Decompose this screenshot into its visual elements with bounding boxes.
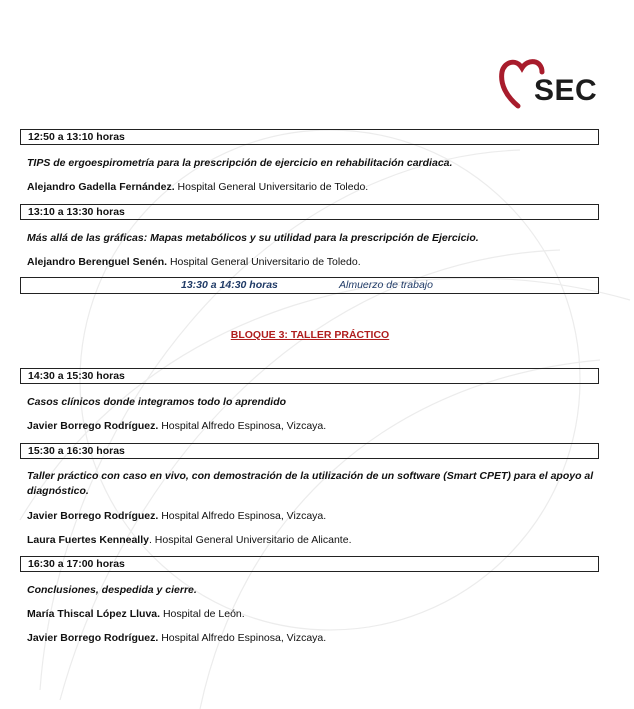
speaker-affiliation: Hospital de León. [160, 608, 245, 620]
session-time-header: 16:30 a 17:00 horas [20, 556, 599, 572]
session-time-header: 12:50 a 13:10 horas [20, 129, 599, 145]
block-title: BLOQUE 3: TALLER PRÁCTICO [230, 329, 390, 341]
speaker-affiliation: Hospital General Universitario de Toledo. [167, 256, 361, 268]
session-time-header: 13:10 a 13:30 horas [20, 204, 599, 220]
speaker-line [27, 509, 599, 524]
lunch-row [20, 277, 599, 294]
session-title: Taller práctico con caso en vivo, con demostración de la utilización de un software (Smart CPET) para el apoyo al diagnóstico. [27, 470, 594, 497]
speaker-affiliation: Hospital Alfredo Espinosa, Vizcaya. [158, 510, 327, 522]
speaker-name: Alejandro Gadella Fernández. [27, 181, 175, 193]
speaker-name: Javier Borrego Rodríguez. [27, 632, 159, 644]
session-time-header: 14:30 a 15:30 horas [20, 368, 599, 384]
sec-logo-text: SEC [534, 74, 598, 107]
speaker-line [27, 533, 599, 548]
speaker-affiliation: Hospital Alfredo Espinosa, Vizcaya. [158, 632, 327, 644]
session-title: Casos clínicos donde integramos todo lo aprendido [27, 396, 287, 408]
lunch-label: Almuerzo de trabajo [339, 279, 433, 291]
speaker-affiliation: . Hospital General Universitario de Alicante. [148, 534, 352, 546]
lunch-time: 13:30 a 14:30 horas [181, 279, 278, 291]
speaker-affiliation: Hospital General Universitario de Toledo. [174, 181, 369, 193]
session-time-header: 15:30 a 16:30 horas [20, 443, 599, 459]
speaker-affiliation: Hospital Alfredo Espinosa, Vizcaya. [158, 420, 327, 432]
speaker-line [27, 419, 599, 434]
session-title: Conclusiones, despedida y cierre. [27, 584, 197, 596]
speaker-line [27, 631, 599, 646]
speaker-line [27, 607, 599, 622]
session-title: Más allá de las gráficas: Mapas metabólicos y su utilidad para la prescripción de Ejercicio. [27, 232, 479, 244]
speaker-name: Laura Fuertes Kenneally [27, 534, 149, 546]
speaker-name: Javier Borrego Rodríguez. [27, 510, 159, 522]
speaker-line [27, 255, 599, 270]
session-title: TIPS de ergoespirometría para la prescripción de ejercicio en rehabilitación cardiaca. [27, 157, 453, 169]
speaker-name: Javier Borrego Rodríguez. [27, 420, 159, 432]
speaker-line [27, 180, 599, 195]
speaker-name: Alejandro Berenguel Senén. [27, 256, 168, 268]
speaker-name: María Thiscal López Lluva. [27, 608, 161, 620]
